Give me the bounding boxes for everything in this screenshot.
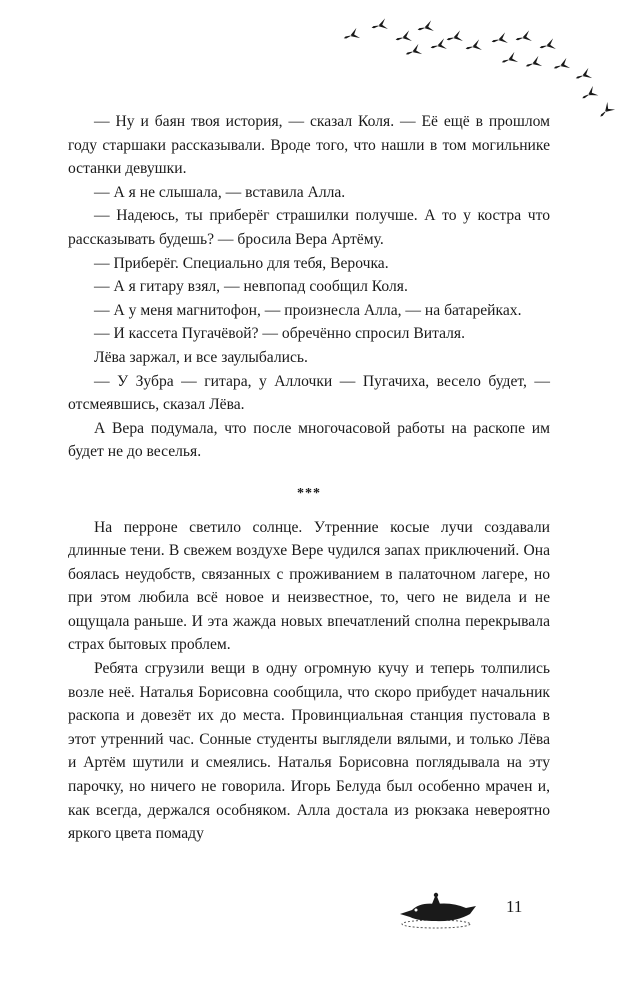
paragraph: На перроне светило солнце. Утренние косые лучи создавали длинные тени. В свежем воздухе Вере чудился запах приключений. Она боялась неудобств, связанных с проживанием в палаточном лагере, но при этом любила всё новое и неизвестное, то, чего не видела и не ощущала раньше. И эта жажда новых впечатлений сполна перекрывала страх бытовых проблем. xyxy=(68,518,550,654)
paragraph: — А у меня магнитофон, — произнесла Алла, — на батарейках. xyxy=(94,301,522,319)
paragraph: А Вера подумала, что после многочасовой работы на раскопе им будет не до веселья. xyxy=(68,419,550,461)
paragraph: Лёва заржал, и все заулыбались. xyxy=(94,348,308,366)
paragraph: — А я не слышала, — вставила Алла. xyxy=(94,183,346,201)
paragraph: — Надеюсь, ты приберёг страшилки получше. А то у костра что рассказывать будешь? — бросила Вера Артёму. xyxy=(68,207,550,248)
paragraph: — И кассета Пугачёвой? — обречённо спросил Виталя. xyxy=(94,325,465,343)
narrative-section xyxy=(68,516,550,846)
paragraph: Ребята сгрузили вещи в одну огромную кучу и теперь толпились возле неё. Наталья Борисовна сообщила, что скоро прибудет начальник раскопа и довезёт их до места. Провинциальная станция пустовала в этот утренний час. Сонные студенты выглядели вялыми, и только Лёва и Артём шутили и смеялись. Наталья Борисовна поглядывала на эту парочку, но ничего не говорила. Игорь Белуда был особенно мрачен и, как всегда, держался особняком. Алла достала из рюкзака невероятно яркого цвета помаду xyxy=(68,660,550,843)
paragraph: — У Зубра — гитара, у Аллочки — Пугачиха, весело будет, — отсмеявшись, сказал Лёва. xyxy=(68,372,550,414)
paragraph: — Ну и баян твоя история, — сказал Коля. — Её ещё в прошлом году старшаки рассказывали. Вроде того, что нашли в том могильнике останки девушки. xyxy=(68,113,550,178)
dialogue-section xyxy=(68,110,550,464)
page-body xyxy=(68,110,550,846)
paragraph: — А я гитару взял, — невпопад сообщил Коля. xyxy=(94,278,408,296)
page-number: 11 xyxy=(506,897,523,916)
crow-icon xyxy=(396,888,478,930)
paragraph: — Приберёг. Специально для тебя, Верочка. xyxy=(94,254,389,272)
section-separator: *** xyxy=(297,485,321,501)
